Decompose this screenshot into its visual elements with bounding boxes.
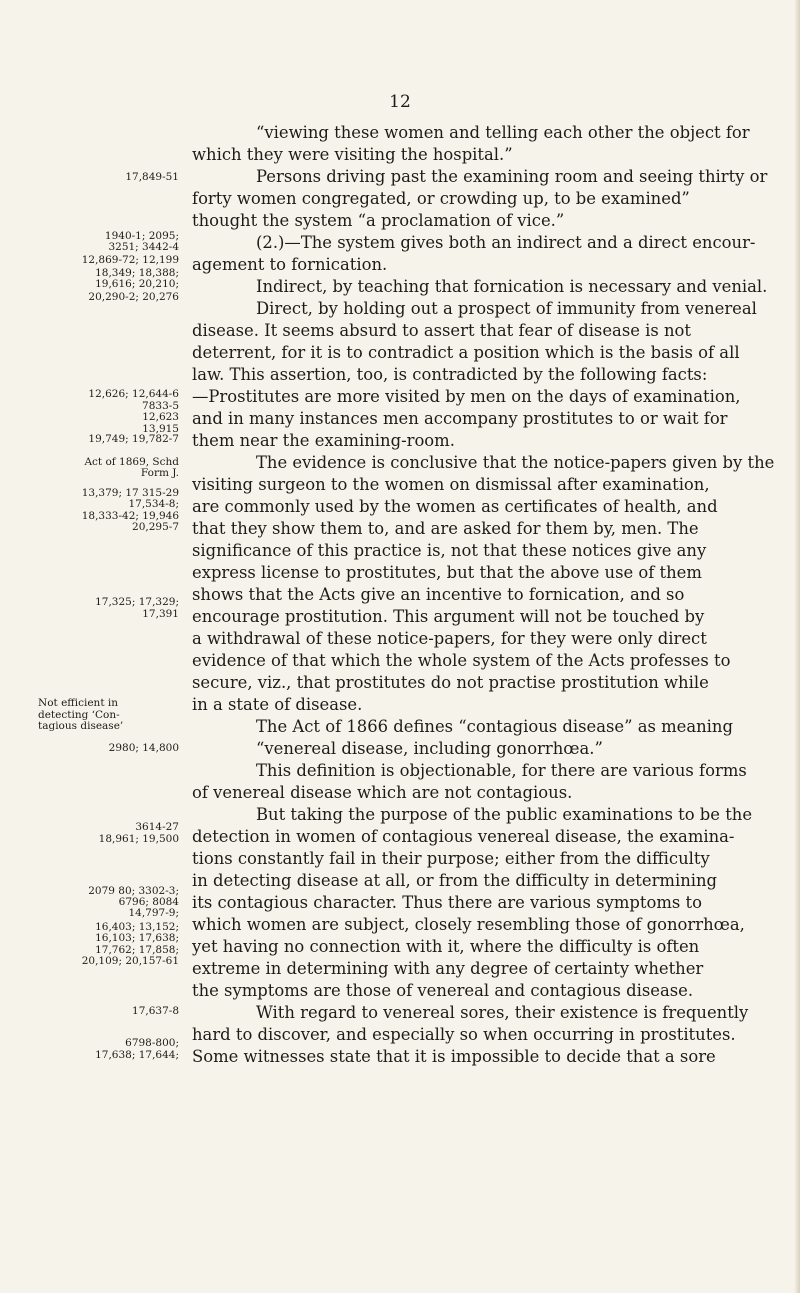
- margin-reference: 16,403; 13,152;: [95, 921, 179, 933]
- margin-reference: 19,616; 20,210;: [95, 278, 179, 290]
- page-number: 12: [389, 92, 411, 112]
- text-line: detection in women of contagious venereal disease, the examina-: [192, 827, 735, 846]
- margin-reference: 18,333-42; 19,946: [81, 510, 179, 522]
- text-line: agement to fornication.: [192, 255, 388, 274]
- margin-reference: 3251; 3442-4: [108, 241, 179, 253]
- text-line: shows that the Acts give an incentive to fornication, and so: [192, 585, 685, 604]
- margin-heading: detecting ‘Con-: [38, 709, 120, 721]
- margin-reference: Form J.: [140, 467, 179, 479]
- margin-reference: 17,637-8: [132, 1005, 179, 1017]
- text-line: that they show them to, and are asked for them by, men. The: [192, 519, 699, 538]
- text-line: its contagious character. Thus there are various symptoms to: [192, 893, 702, 912]
- margin-reference: 3614-27: [135, 821, 179, 833]
- text-line: forty women congregated, or crowding up, to be examined”: [192, 189, 690, 208]
- margin-reference: 6796; 8084: [118, 896, 179, 908]
- margin-reference: 17,391: [142, 608, 179, 620]
- text-line: hard to discover, and especially so when occurring in prostitutes.: [192, 1025, 736, 1044]
- text-line: thought the system “a proclamation of vice.”: [192, 211, 565, 230]
- margin-reference: 6798-800;: [125, 1037, 179, 1049]
- margin-reference: 17,638; 17,644;: [95, 1049, 179, 1061]
- margin-reference: Act of 1869, Schd: [84, 456, 179, 468]
- margin-reference: 2980; 14,800: [108, 742, 179, 754]
- margin-reference: 20,295-7: [132, 521, 179, 533]
- text-line: tions constantly fail in their purpose; either from the difficulty: [192, 849, 710, 868]
- text-line: deterrent, for it is to contradict a position which is the basis of all: [192, 343, 740, 362]
- margin-reference: 17,762; 17,858;: [95, 944, 179, 956]
- text-line: in detecting disease at all, or from the difficulty in determining: [192, 871, 718, 890]
- page-edge-shadow: [794, 0, 800, 1293]
- text-line: visiting surgeon to the women on dismissal after examination,: [192, 475, 710, 494]
- text-line: which they were visiting the hospital.”: [192, 145, 513, 164]
- text-line: “venereal disease, including gonorrhœa.”: [256, 739, 603, 758]
- text-line: disease. It seems absurd to assert that fear of disease is not: [192, 321, 692, 340]
- text-line: Persons driving past the examining room and seeing thirty or: [256, 167, 768, 186]
- text-line: “viewing these women and telling each other the object for: [256, 123, 750, 142]
- text-line: which women are subject, closely resembling those of gonorrhœa,: [192, 915, 745, 934]
- text-line: With regard to venereal sores, their existence is frequently: [256, 1003, 749, 1022]
- text-line: the symptoms are those of venereal and contagious disease.: [192, 981, 694, 1000]
- text-line: significance of this practice is, not that these notices give any: [192, 541, 707, 560]
- text-line: This definition is objectionable, for there are various forms: [256, 761, 747, 780]
- text-line: a withdrawal of these notice-papers, for they were only direct: [192, 629, 707, 648]
- margin-reference: 18,961; 19,500: [98, 833, 179, 845]
- margin-reference: 18,349; 18,388;: [95, 267, 179, 279]
- margin-reference: 7833-5: [142, 400, 179, 412]
- text-line: secure, viz., that prostitutes do not practise prostitution while: [192, 673, 709, 692]
- text-line: in a state of disease.: [192, 695, 363, 714]
- margin-reference: 17,325; 17,329;: [95, 596, 179, 608]
- text-line: law. This assertion, too, is contradicted by the following facts:: [192, 365, 708, 384]
- text-line: evidence of that which the whole system of the Acts professes to: [192, 651, 731, 670]
- text-line: encourage prostitution. This argument will not be touched by: [192, 607, 705, 626]
- margin-heading: tagious disease’: [38, 720, 124, 732]
- text-line: The Act of 1866 defines “contagious disease” as meaning: [256, 717, 733, 736]
- margin-reference: 14,797-9;: [128, 907, 179, 919]
- margin-reference: 16,103; 17,638;: [95, 932, 179, 944]
- margin-reference: 17,534-8;: [128, 498, 179, 510]
- margin-reference: 12,623: [142, 411, 179, 423]
- text-line: extreme in determining with any degree of certainty whether: [192, 959, 704, 978]
- text-line: express license to prostitutes, but that the above use of them: [192, 563, 702, 582]
- text-line: (2.)—The system gives both an indirect and a direct encour-: [256, 233, 756, 252]
- margin-reference: 12,869-72; 12,199: [81, 254, 179, 266]
- margin-reference: 13,379; 17 315-29: [81, 487, 179, 499]
- margin-reference: 17,849-51: [125, 171, 179, 183]
- margin-reference: 1940-1; 2095;: [104, 230, 179, 242]
- text-line: Indirect, by teaching that fornication is necessary and venial.: [256, 277, 768, 296]
- text-line: —Prostitutes are more visited by men on the days of examination,: [192, 387, 741, 406]
- text-line: and in many instances men accompany prostitutes to or wait for: [192, 409, 728, 428]
- text-line: Direct, by holding out a prospect of immunity from venereal: [256, 299, 757, 318]
- margin-reference: 20,109; 20,157-61: [81, 955, 179, 967]
- margin-reference: 12,626; 12,644-6: [88, 388, 179, 400]
- text-line: Some witnesses state that it is impossible to decide that a sore: [192, 1047, 716, 1066]
- text-line: yet having no connection with it, where the difficulty is often: [192, 937, 700, 956]
- margin-reference: 13,915: [142, 423, 179, 435]
- text-line: of venereal disease which are not contagious.: [192, 783, 573, 802]
- margin-heading: Not efficient in: [38, 697, 118, 709]
- text-line: The evidence is conclusive that the notice-papers given by the: [256, 453, 775, 472]
- margin-reference: 2079 80; 3302-3;: [88, 885, 179, 897]
- margin-reference: 19,749; 19,782-7: [88, 433, 179, 445]
- text-line: But taking the purpose of the public examinations to be the: [256, 805, 753, 824]
- text-line: them near the examining-room.: [192, 431, 455, 450]
- text-line: are commonly used by the women as certificates of health, and: [192, 497, 718, 516]
- margin-reference: 20,290-2; 20,276: [88, 291, 179, 303]
